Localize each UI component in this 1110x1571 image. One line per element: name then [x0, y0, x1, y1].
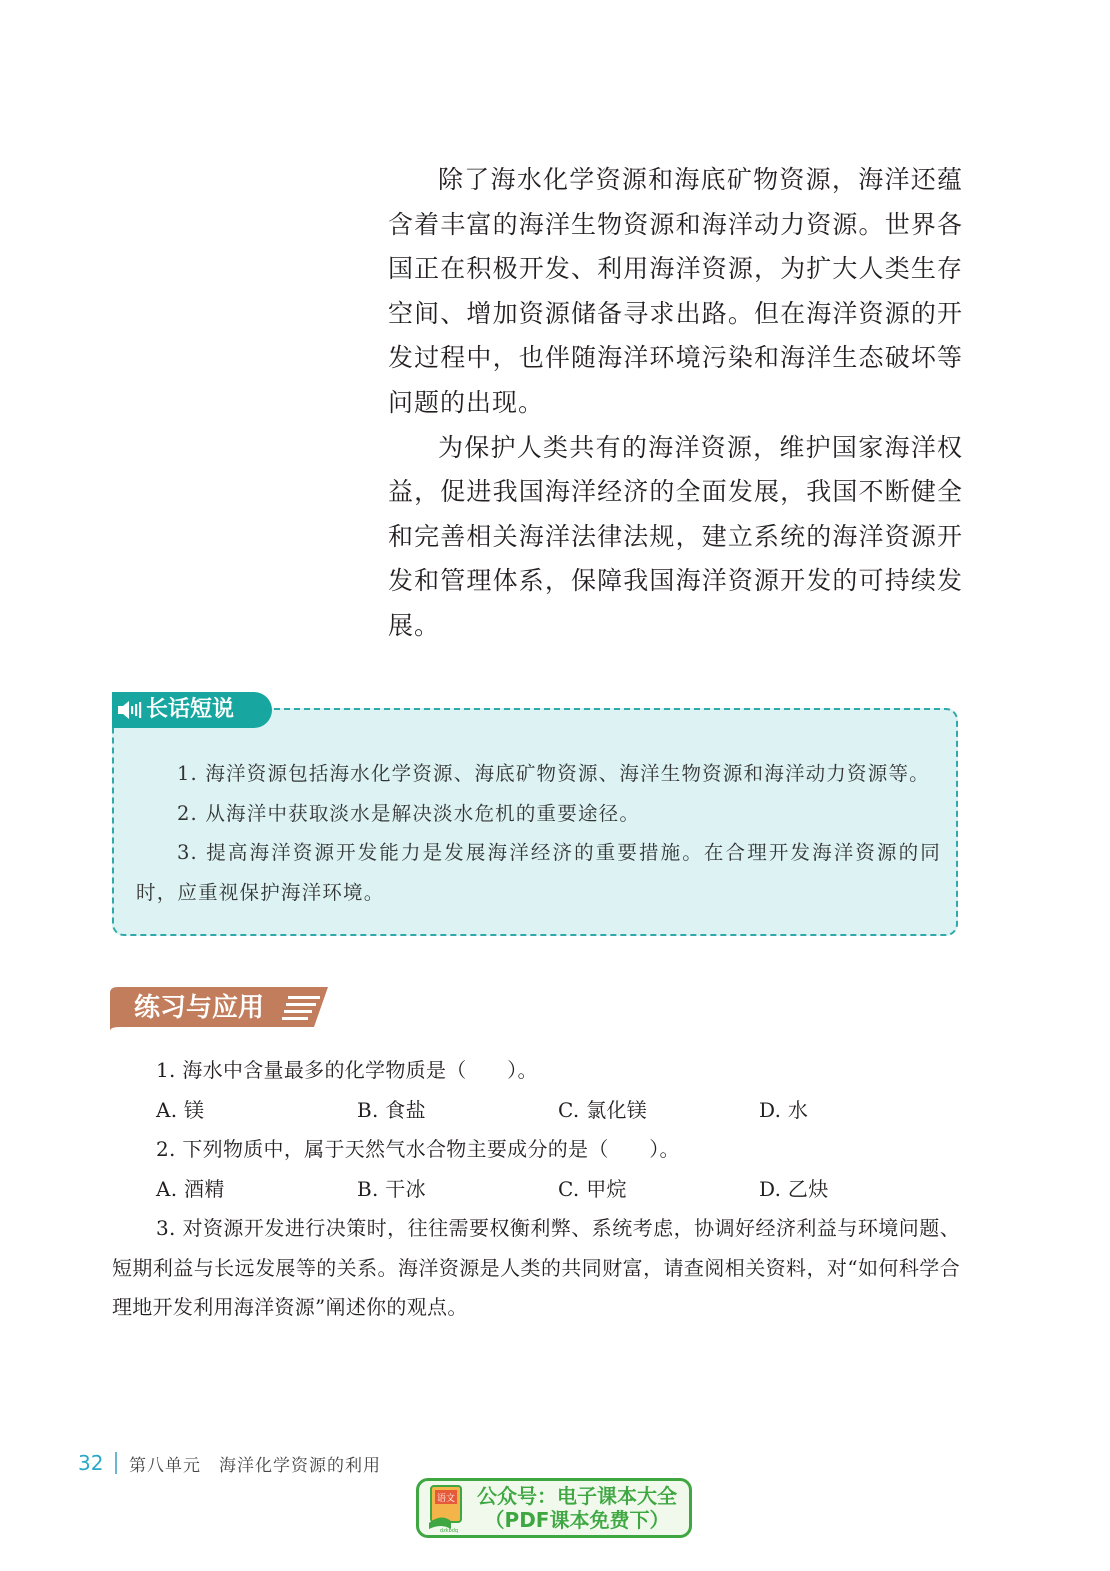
option: C. 氯化镁 [558, 1097, 648, 1122]
footer-divider [115, 1452, 117, 1474]
watermark-badge [416, 1478, 692, 1538]
paragraph-1: 除了海水化学资源和海底矿物资源，海洋还蕴含着丰富的海洋生物资源和海洋动力资源。世界各国正在积极开发、利用海洋资源，为扩大人类生存空间、增加资源储备寻求出路。但在海洋资源的开发过程中，也伴随海洋环境污染和海洋生态破坏等问题的出现。 [388, 165, 963, 417]
summary-title: 长话短说 [146, 697, 235, 722]
exercise-label [110, 985, 330, 1031]
speaker-icon [112, 692, 146, 728]
summary-item: 2. 从海洋中获取淡水是解决淡水危机的重要途径。 [176, 801, 641, 825]
summary-label [112, 692, 272, 728]
watermark-line-1: 公众号：电子课本大全 [477, 1484, 677, 1508]
question-1-options [112, 1091, 960, 1131]
question-2-options [112, 1170, 960, 1210]
summary-item: 1. 海洋资源包括海水化学资源、海底矿物资源、海洋生物资源和海洋动力资源等。 [176, 762, 930, 785]
watermark-line-2: （PDF课本免费下） [484, 1508, 670, 1532]
summary-list [136, 754, 941, 912]
option: D. 乙炔 [759, 1176, 829, 1201]
option: B. 干冰 [357, 1176, 426, 1201]
question-2: 2. 下列物质中，属于天然气水合物主要成分的是（ ）。 [156, 1137, 680, 1161]
question-3: 3. 对资源开发进行决策时，往往需要权衡利弊、系统考虑，协调好经济利益与环境问题、短期利益与长远发展等的关系。海洋资源是人类的共同财富，请查阅相关资料，对“如何科学合理地开发利用海洋资源”阐述你的观点。 [112, 1216, 960, 1319]
logo-text: 语文 [436, 1494, 456, 1504]
option: C. 甲烷 [558, 1176, 627, 1201]
option: A. 镁 [156, 1097, 205, 1122]
page-footer [78, 1449, 381, 1477]
exercise-section [112, 1051, 960, 1328]
option: D. 水 [759, 1097, 809, 1122]
option: A. 酒精 [156, 1176, 225, 1201]
question-1: 1. 海水中含量最多的化学物质是（ ）。 [156, 1058, 538, 1082]
summary-item: 3. 提高海洋资源开发能力是发展海洋经济的重要措施。在合理开发海洋资源的同时，应重视保护海洋环境。 [136, 841, 941, 904]
main-body-text [388, 158, 963, 649]
book-logo-icon [427, 1483, 471, 1533]
logo-caption: dzkbdq [439, 1528, 459, 1533]
exercise-title: 练习与应用 [134, 993, 265, 1023]
page-number: 32 [78, 1451, 104, 1475]
paragraph-2: 为保护人类共有的海洋资源，维护国家海洋权益，促进我国海洋经济的全面发展，我国不断健全和完善相关海洋法律法规，建立系统的海洋资源开发和管理体系，保障我国海洋资源开发的可持续发展。 [388, 432, 963, 640]
option: B. 食盐 [357, 1097, 426, 1122]
chapter-title: 第八单元 海洋化学资源的利用 [128, 1455, 381, 1476]
